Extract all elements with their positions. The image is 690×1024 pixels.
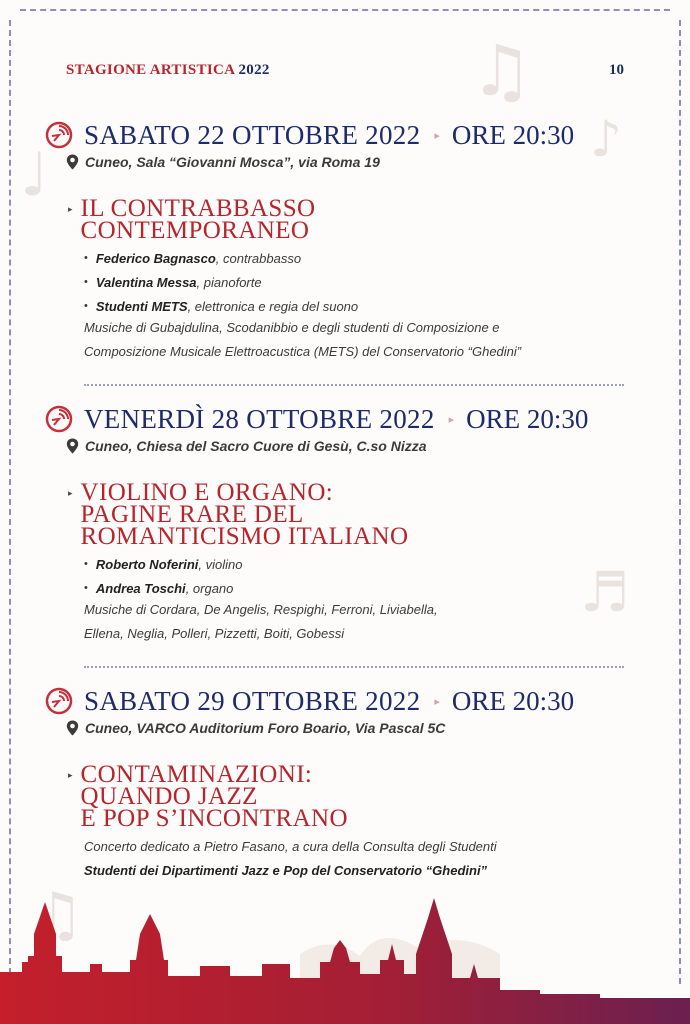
swirl-icon — [44, 120, 74, 150]
performer-list — [84, 246, 358, 318]
event-title-line: CONTAMINAZIONI: — [80, 761, 313, 788]
triangle-icon: ▸ — [68, 488, 73, 498]
triangle-icon: ▸ — [434, 695, 440, 708]
divider — [84, 384, 624, 386]
event-notes — [84, 835, 497, 883]
triangle-icon: ▸ — [68, 770, 73, 780]
event-time: ORE 20:30 — [466, 403, 589, 434]
performer-list — [84, 552, 243, 600]
event-time: ORE 20:30 — [451, 119, 575, 150]
event-title-line: VIOLINO E ORGANO: — [80, 479, 334, 506]
event-title-line: PAGINE RARE DEL — [80, 501, 304, 528]
event-title — [68, 195, 316, 244]
performer-item: • Studenti METS , elettronica e regia del suono — [84, 298, 359, 314]
event-notes — [84, 598, 438, 646]
event-venue-text: Cuneo, VARCO Auditorium Foro Boario, Via Pascal 5C — [85, 720, 446, 736]
triangle-icon: ▸ — [68, 204, 73, 214]
music-note-icon: ♪ — [590, 110, 622, 168]
event-title — [68, 761, 348, 832]
event-venue — [66, 154, 380, 170]
dashed-border-left — [9, 20, 11, 984]
event-date-line — [44, 118, 574, 152]
note-line-strong: Studenti dei Dipartimenti Jazz e Pop del Conservatorio “Ghedini” — [84, 863, 488, 878]
music-note-icon: ♩ — [20, 140, 49, 210]
event-title-line: QUANDO JAZZ — [80, 783, 258, 810]
note-line: Musiche di Cordara, De Angelis, Respighi, Ferroni, Liviabella, — [84, 602, 438, 617]
event-time: ORE 20:30 — [451, 685, 575, 716]
note-line: Concerto dedicato a Pietro Fasano, a cura della Consulta degli Studenti — [84, 839, 497, 854]
note-line: Ellena, Neglia, Polleri, Pizzetti, Boiti, Gobessi — [84, 626, 345, 641]
location-pin-icon — [66, 154, 79, 170]
swirl-icon — [44, 404, 74, 434]
dashed-border-right — [679, 20, 681, 984]
event-date: VENERDÌ 28 OTTOBRE 2022 — [84, 403, 435, 434]
event-title-line: E POP S’INCONTRANO — [80, 805, 348, 832]
event-venue-text: Cuneo, Sala “Giovanni Mosca”, via Roma 19 — [85, 154, 380, 170]
music-note-icon: ♬ — [580, 560, 630, 624]
note-line: Musiche di Gubajdulina, Scodanibbio e degli studenti di Composizione e — [84, 320, 500, 335]
event-venue-text: Cuneo, Chiesa del Sacro Cuore di Gesù, C.so Nizza — [85, 438, 427, 454]
triangle-icon: ▸ — [434, 129, 440, 142]
note-line: Composizione Musicale Elettroacustica (METS) del Conservatorio “Ghedini” — [84, 344, 522, 359]
header-title — [66, 62, 270, 79]
event-date-line — [44, 402, 588, 436]
performer-item: • Federico Bagnasco , contrabbasso — [84, 250, 302, 266]
music-note-icon: ♫ — [470, 30, 533, 112]
event-venue — [66, 720, 445, 736]
event-venue — [66, 438, 427, 454]
performer-item: • Andrea Toschi , organo — [84, 580, 234, 596]
swirl-icon — [44, 686, 74, 716]
event-title — [68, 479, 409, 550]
location-pin-icon — [66, 720, 79, 736]
event-title-line: ROMANTICISMO ITALIANO — [80, 523, 409, 550]
city-skyline-illustration — [0, 894, 690, 1024]
performer-item: • Roberto Noferini , violino — [84, 556, 243, 572]
event-notes — [84, 316, 521, 364]
header-year: 2022 — [238, 62, 270, 78]
event-title-line: IL CONTRABBASSO — [80, 195, 316, 222]
event-title-line: CONTEMPORANEO — [80, 217, 310, 244]
dashed-border-top — [20, 9, 670, 11]
divider — [84, 666, 624, 668]
performer-item: • Valentina Messa , pianoforte — [84, 274, 262, 290]
location-pin-icon — [66, 438, 79, 454]
header-label: STAGIONE ARTISTICA — [66, 62, 235, 78]
event-date-line — [44, 684, 574, 718]
event-date: SABATO 22 OTTOBRE 2022 — [84, 119, 421, 150]
music-note-icon: ♫ — [30, 880, 84, 950]
triangle-icon: ▸ — [448, 413, 455, 426]
page-number: 10 — [609, 62, 624, 78]
event-date: SABATO 29 OTTOBRE 2022 — [84, 685, 421, 716]
